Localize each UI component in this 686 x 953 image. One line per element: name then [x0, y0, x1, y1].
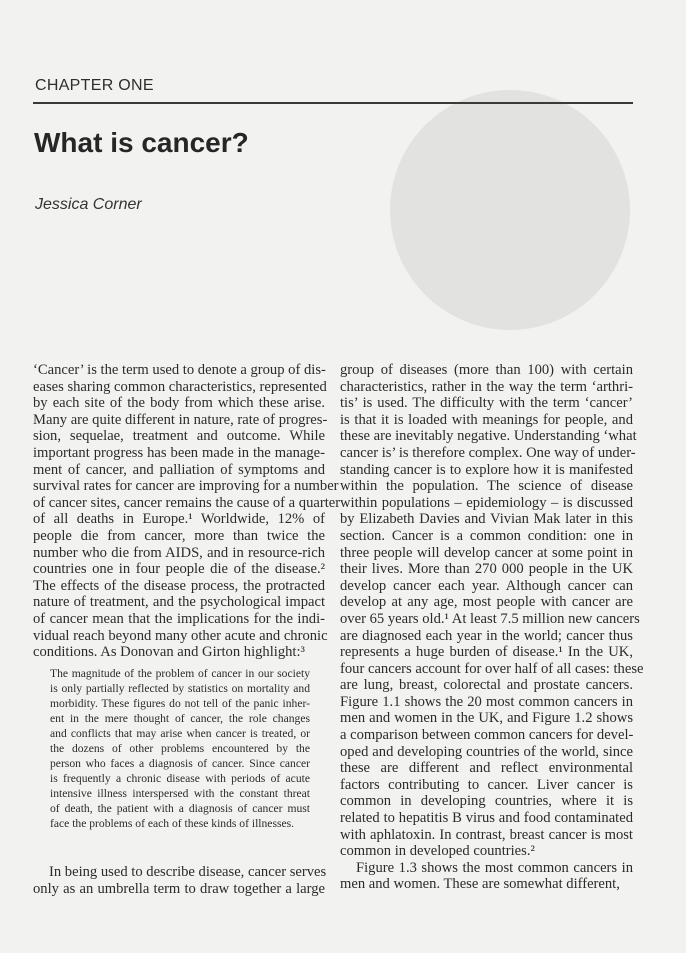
text-line: these are inevitably negative. Understanding ‘what [340, 428, 637, 445]
block-quote [50, 666, 310, 831]
text-line: by each site of the body from which these arise. [33, 395, 325, 412]
text-line: characteristics, rather in the way the term ‘arthri- [340, 378, 633, 395]
text-line: tis’ is used. The difficulty with the term ‘cancer’ [340, 395, 633, 412]
text-line: eases sharing common characteristics, represented [33, 378, 327, 395]
text-line: are diagnosed each year in the world; cancer thus [340, 627, 633, 644]
text-line: oped and developing countries of the world, since [340, 743, 633, 760]
text-line: by Elizabeth Davies and Vivian Mak later in this [340, 511, 633, 528]
text-line: ment of cancer, and palliation of symptoms and [33, 461, 325, 478]
left-column-body [33, 362, 341, 661]
text-line: develop at any age, most people with cancer are [340, 594, 633, 611]
text-line: countries one in four people die of the disease.² [33, 561, 325, 578]
text-line: The magnitude of the problem of cancer in our society [50, 667, 310, 680]
text-line: common in developing countries, where it is [340, 793, 633, 810]
text-line: nature of treatment, and the psychological impact [33, 594, 325, 611]
text-line: men and women. These are somewhat different, [340, 876, 620, 893]
text-line: group of diseases (more than 100) with certain [340, 362, 633, 378]
text-line: conditions. As Donovan and Girton highlight:³ [33, 644, 305, 661]
text-line: are lung, breast, colorectal and prostate cancers. [340, 677, 633, 694]
author-name: Jessica Corner [35, 196, 142, 213]
text-line: the dozens of other problems encountered by the [50, 742, 310, 755]
chapter-label: CHAPTER ONE [35, 77, 154, 94]
text-line: morbidity. These figures do not tell of the panic inher- [50, 697, 310, 710]
text-line: their lives. More than 270 000 people in the UK [340, 561, 633, 578]
text-line: number who die from AIDS, and in resource-rich [33, 544, 325, 561]
text-line: people die from cancer, more than twice the [33, 527, 325, 544]
text-line: and conflicts that may arise when cancer is treated, or [50, 727, 310, 740]
text-line: of all deaths in Europe.¹ Worldwide, 12% of [33, 511, 325, 528]
text-line: over 65 years old.¹ At least 7.5 million new cancers [340, 610, 640, 627]
text-line: is frequently a chronic disease with periods of acute [50, 772, 310, 785]
text-line: develop cancer each year. Although cancer can [340, 577, 633, 594]
text-line: these are different and reflect environmental [340, 760, 633, 777]
text-line: In being used to describe disease, cancer serves [49, 864, 327, 880]
text-line: a comparison between common cancers for devel- [340, 727, 634, 744]
show-through-pie-chart [360, 60, 660, 360]
text-line: cancer is’ is therefore complex. One way of under- [340, 444, 636, 461]
text-line: men and women in the UK, and Figure 1.2 shows [340, 710, 633, 727]
text-line: intensive illness interspersed with the constant threat [50, 787, 310, 800]
text-line: is that it is loaded with meanings for people, and [340, 411, 633, 428]
left-column-continuation [33, 864, 325, 897]
text-line: standing cancer is to explore how it is manifested [340, 461, 633, 478]
text-line: vidual reach beyond many other acute and chronic [33, 627, 328, 644]
header-rule [33, 102, 633, 104]
text-line: four cancers account for over half of all cases: these [340, 660, 644, 677]
text-line: ‘Cancer’ is the term used to denote a group of dis- [33, 362, 326, 378]
text-line: related to hepatitis B virus and food contaminated [340, 810, 633, 827]
text-line: within populations – epidemiology – is discussed [340, 494, 633, 511]
text-line: Figure 1.3 shows the most common cancers in [356, 859, 633, 876]
text-line: is only partially reflected by statistics on mortality and [50, 682, 310, 695]
text-line: Figure 1.1 shows the 20 most common cancers in [340, 693, 633, 710]
text-line: of death, the patient with a diagnosis of cancer must [50, 802, 310, 815]
text-line: represents a huge burden of disease.¹ In the UK, [340, 644, 633, 661]
text-line: face the problems of each of these kinds of illnesses. [50, 817, 295, 830]
text-line: common in developed countries.² [340, 843, 535, 860]
text-line: important progress has been made in the manage- [33, 444, 325, 461]
text-line: only as an umbrella term to draw together a large [33, 880, 325, 897]
text-line: factors contributing to cancer. Liver cancer is [340, 776, 633, 793]
right-column-body [340, 362, 644, 893]
text-line: of cancer sites, cancer remains the cause of a quarter [33, 494, 341, 511]
text-line: survival rates for cancer are improving for a number [33, 478, 339, 495]
text-line: with aphlatoxin. In contrast, breast cancer is most [340, 826, 633, 843]
text-line: The effects of the disease process, the protracted [33, 577, 325, 594]
text-line: three people will develop cancer at some point in [340, 544, 633, 561]
chapter-title: What is cancer? [34, 127, 249, 158]
text-line: ent in the mere thought of cancer, the role changes [50, 712, 310, 725]
text-line: within the population. The science of disease [340, 478, 633, 495]
text-line: section. Cancer is a common condition: one in [340, 527, 633, 544]
text-line: of cancer mean that the implications for the indi- [33, 610, 325, 627]
text-line: sion, sequelae, treatment and outcome. While [33, 428, 325, 445]
text-line: Many are quite different in nature, rate of progres- [33, 411, 328, 428]
text-line: person who faces a diagnosis of cancer. Since cancer [50, 757, 310, 770]
